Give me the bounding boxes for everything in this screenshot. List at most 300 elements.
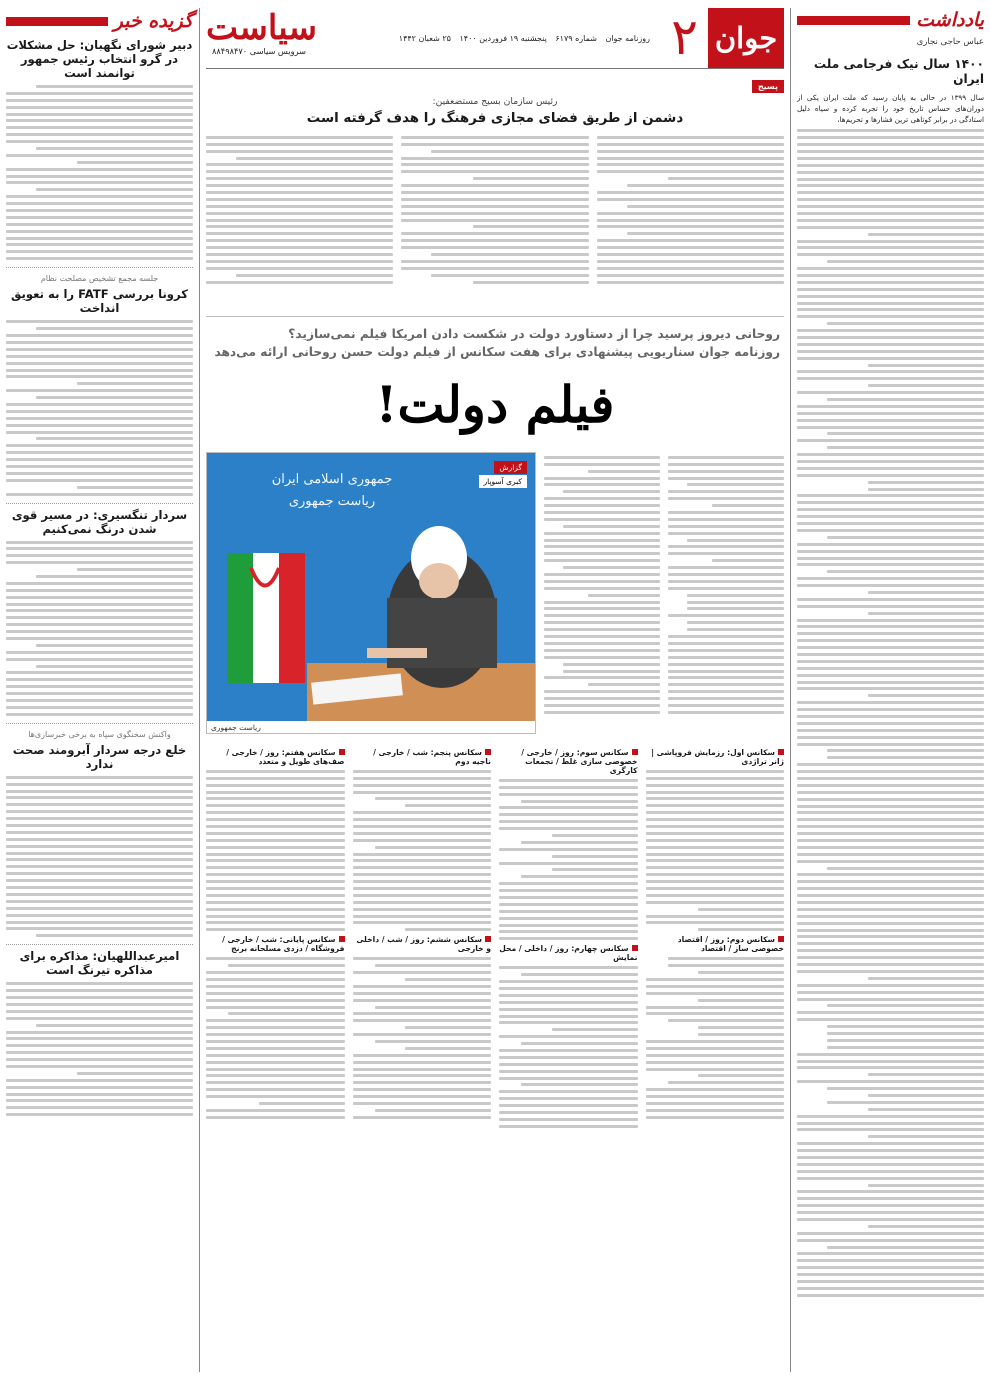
text-line <box>797 880 984 883</box>
text-line <box>375 797 491 800</box>
text-line <box>353 957 492 960</box>
text-line <box>544 676 660 679</box>
text-line <box>521 1083 637 1086</box>
text-line <box>827 1004 984 1007</box>
text-line <box>646 811 785 814</box>
text-line <box>868 1184 984 1187</box>
news-brief-title[interactable]: سردار تنگسیری: در مسیر قوی شدن درنگ نمی‌کنیم <box>11 507 188 536</box>
text-line <box>206 887 345 890</box>
text-line <box>206 150 393 153</box>
text-line <box>563 490 660 493</box>
text-line <box>6 119 193 122</box>
text-line <box>827 432 984 435</box>
text-line <box>401 205 588 208</box>
text-line <box>473 281 589 284</box>
text-line <box>353 791 492 794</box>
text-line <box>6 175 193 178</box>
text-line <box>797 1170 984 1173</box>
text-line <box>868 1073 984 1076</box>
text-line <box>687 601 784 604</box>
text-line <box>544 539 660 542</box>
news-briefs-title: گزیده خبر <box>113 10 193 32</box>
president-photo <box>207 453 535 721</box>
text-line <box>206 143 393 146</box>
text-line <box>797 632 984 635</box>
text-line <box>6 865 193 868</box>
photo-report-tag: گزارش <box>494 461 527 474</box>
text-line <box>353 1054 492 1057</box>
text-line <box>405 978 491 981</box>
lead-text-column-2 <box>544 452 660 734</box>
text-line <box>797 1011 984 1014</box>
text-line <box>668 497 784 500</box>
text-line <box>552 868 638 871</box>
text-line <box>797 308 984 311</box>
opinion-column <box>790 8 984 1372</box>
text-line <box>6 582 193 585</box>
backdrop-line-2: ریاست جمهوری <box>288 494 376 509</box>
text-line <box>499 889 638 892</box>
text-line <box>797 681 984 684</box>
text-line <box>687 607 784 610</box>
text-line <box>797 198 984 201</box>
text-line <box>353 901 492 904</box>
text-line <box>797 164 984 167</box>
text-line <box>206 791 345 794</box>
newspaper-logo[interactable]: جوان <box>708 8 784 68</box>
text-line <box>868 1135 984 1138</box>
text-line <box>206 908 345 911</box>
text-line <box>668 1019 784 1022</box>
text-line <box>6 609 193 612</box>
text-line <box>797 212 984 215</box>
text-line <box>588 594 660 597</box>
text-line <box>499 987 638 990</box>
text-line <box>797 763 984 766</box>
text-line <box>797 370 984 373</box>
text-line <box>668 490 784 493</box>
text-line <box>797 439 984 442</box>
text-line <box>797 1080 984 1083</box>
text-line <box>206 1040 345 1043</box>
text-line <box>6 341 193 344</box>
text-line <box>6 1037 193 1040</box>
text-line <box>544 635 660 638</box>
text-line <box>646 901 785 904</box>
text-line <box>797 646 984 649</box>
text-line <box>206 1026 345 1029</box>
text-line <box>6 713 193 716</box>
text-line <box>499 779 638 782</box>
masthead <box>206 8 784 68</box>
text-line <box>544 559 660 562</box>
text-line <box>6 257 193 260</box>
text-line <box>646 985 785 988</box>
text-line <box>668 683 784 686</box>
text-line <box>868 1225 984 1228</box>
photo-backdrop-text <box>267 469 397 513</box>
text-line <box>6 493 193 496</box>
text-line <box>499 882 638 885</box>
text-line <box>544 697 660 700</box>
text-line <box>797 219 984 222</box>
lead-subtitle-1: روحانی دیروز پرسید چرا از دستاورد دولت در شکست دادن امریکا فیلم نمی‌سازید؟ <box>288 327 780 341</box>
text-line <box>6 658 193 661</box>
news-brief-title[interactable]: امیرعبداللهیان: مذاکره برای مذاکره تیرنگ است <box>19 949 180 978</box>
text-line <box>668 676 784 679</box>
text-line <box>597 136 784 139</box>
news-brief-divider <box>6 503 193 504</box>
text-line <box>668 964 784 967</box>
masthead-divider <box>206 68 784 69</box>
text-line <box>206 177 393 180</box>
text-line <box>353 992 492 995</box>
text-line <box>544 711 660 714</box>
text-line <box>588 683 660 686</box>
text-line <box>206 1081 345 1084</box>
text-line <box>353 915 492 918</box>
text-line <box>797 1273 984 1276</box>
news-brief-divider <box>6 944 193 945</box>
text-line <box>206 191 393 194</box>
text-line <box>521 973 637 976</box>
text-line <box>353 1068 492 1071</box>
text-line <box>797 963 984 966</box>
text-line <box>405 1026 491 1029</box>
text-line <box>797 412 984 415</box>
text-line <box>206 770 345 773</box>
text-line <box>499 1035 638 1038</box>
text-line <box>797 935 984 938</box>
text-line <box>401 246 588 249</box>
text-line <box>499 1056 638 1059</box>
text-line <box>6 838 193 841</box>
text-line <box>6 982 193 985</box>
text-line <box>544 614 660 617</box>
text-line <box>206 170 393 173</box>
text-line <box>868 488 984 491</box>
text-line <box>6 451 193 454</box>
text-line <box>206 239 393 242</box>
issue-date: پنجشنبه ۱۹ فروردین ۱۴۰۰ <box>459 34 547 43</box>
text-line <box>353 1081 492 1084</box>
text-line <box>206 219 393 222</box>
text-line <box>6 424 193 427</box>
text-line <box>646 1054 785 1057</box>
text-line <box>6 465 193 468</box>
text-line <box>646 915 785 918</box>
text-line <box>797 281 984 284</box>
text-line <box>827 1032 984 1035</box>
text-line <box>597 281 784 284</box>
page-number: ۲ <box>671 8 698 66</box>
text-line <box>206 260 393 263</box>
text-line <box>353 832 492 835</box>
text-line <box>6 914 193 917</box>
text-line <box>6 362 193 365</box>
text-line <box>6 893 193 896</box>
news-brief-title[interactable]: دبیر شورای نگهبان: حل مشکلات در گرو انتخاب رئیس جمهور توانمند است <box>6 38 193 80</box>
news-briefs-column <box>6 8 200 1372</box>
text-line <box>597 143 784 146</box>
text-line <box>646 1040 785 1043</box>
text-line <box>797 743 984 746</box>
text-line <box>797 798 984 801</box>
text-line <box>77 382 193 385</box>
text-line <box>797 1018 984 1021</box>
lead-body-column-1 <box>646 744 785 1214</box>
text-line <box>499 1049 638 1052</box>
text-line <box>499 827 638 830</box>
news-brief-body <box>6 85 193 260</box>
text-line <box>36 85 193 88</box>
text-line <box>797 171 984 174</box>
text-line <box>797 598 984 601</box>
lead-body <box>206 744 784 1214</box>
text-line <box>687 483 784 486</box>
text-line <box>544 601 660 604</box>
text-line <box>6 126 193 129</box>
text-line <box>827 1246 984 1249</box>
text-line <box>36 934 193 937</box>
text-line <box>206 198 393 201</box>
text-line <box>499 917 638 920</box>
lead-story <box>206 316 784 1214</box>
text-line <box>499 806 638 809</box>
text-line <box>6 886 193 889</box>
text-line <box>6 845 193 848</box>
text-line <box>499 1015 638 1018</box>
text-line <box>6 250 193 253</box>
text-line <box>353 985 492 988</box>
text-line <box>6 623 193 626</box>
text-line <box>206 957 345 960</box>
text-line <box>797 998 984 1001</box>
text-line <box>827 398 984 401</box>
text-line <box>499 1090 638 1093</box>
text-line <box>797 901 984 904</box>
text-line <box>563 566 660 569</box>
text-line <box>206 811 345 814</box>
text-line <box>552 834 638 837</box>
text-line <box>646 859 785 862</box>
lead-headline[interactable]: فیلم دولت! <box>375 375 615 434</box>
text-line <box>6 1017 193 1020</box>
text-line <box>797 625 984 628</box>
text-line <box>6 417 193 420</box>
text-line <box>6 879 193 882</box>
flag-red-stripe <box>279 553 305 683</box>
text-line <box>6 706 193 709</box>
text-line <box>353 999 492 1002</box>
text-line <box>797 667 984 670</box>
text-line <box>6 858 193 861</box>
text-line <box>6 796 193 799</box>
text-line <box>353 784 492 787</box>
text-line <box>6 824 193 827</box>
text-line <box>698 1074 784 1077</box>
text-line <box>499 1104 638 1107</box>
text-line <box>827 446 984 449</box>
text-line <box>668 177 784 180</box>
text-line <box>646 797 785 800</box>
text-line <box>797 1156 984 1159</box>
text-line <box>6 389 193 392</box>
text-line <box>6 996 193 999</box>
opinion-title[interactable]: ۱۴۰۰ سال نیک فرجامی ملت ایران <box>813 57 984 86</box>
text-line <box>698 999 784 1002</box>
text-line <box>563 663 660 666</box>
text-line <box>401 170 588 173</box>
text-line <box>353 1061 492 1064</box>
text-line <box>6 630 193 633</box>
text-line <box>646 880 785 883</box>
text-line <box>206 928 345 931</box>
text-line <box>6 685 193 688</box>
text-line <box>797 577 984 580</box>
text-line <box>712 559 784 562</box>
text-line <box>206 971 345 974</box>
text-line <box>668 711 784 714</box>
text-line <box>597 157 784 160</box>
text-line <box>797 1294 984 1297</box>
text-line <box>431 274 588 277</box>
text-line <box>499 937 638 940</box>
top-story-title[interactable]: دشمن از طریق فضای مجازی فرهنگ را هدف گرفته است <box>306 111 684 126</box>
text-line <box>499 813 638 816</box>
text-line <box>797 150 984 153</box>
text-line <box>797 1163 984 1166</box>
text-line <box>6 133 193 136</box>
text-line <box>77 161 193 164</box>
text-line <box>668 690 784 693</box>
text-line <box>797 674 984 677</box>
text-line <box>597 219 784 222</box>
text-line <box>797 942 984 945</box>
text-line <box>797 501 984 504</box>
top-story-column-2 <box>401 132 588 308</box>
text-line <box>797 811 984 814</box>
text-line <box>698 1033 784 1036</box>
text-line <box>206 136 393 139</box>
text-line <box>797 460 984 463</box>
text-line <box>646 1095 785 1098</box>
text-line <box>797 805 984 808</box>
text-line <box>6 817 193 820</box>
text-line <box>687 621 784 624</box>
text-line <box>646 978 785 981</box>
top-story-tag[interactable]: پسیج <box>752 80 784 93</box>
text-line <box>797 605 984 608</box>
text-line <box>797 1053 984 1056</box>
text-line <box>6 1099 193 1102</box>
text-line <box>797 474 984 477</box>
text-line <box>868 1094 984 1097</box>
text-line <box>797 226 984 229</box>
text-line <box>797 1060 984 1063</box>
text-line <box>206 797 345 800</box>
text-line <box>405 928 491 931</box>
text-line <box>797 970 984 973</box>
text-line <box>206 804 345 807</box>
text-line <box>206 915 345 918</box>
text-line <box>827 1087 984 1090</box>
text-line <box>206 212 393 215</box>
news-brief-title[interactable]: کرونا بررسی FATF را به تعویق انداخت <box>11 287 188 316</box>
text-line <box>544 587 660 590</box>
text-line <box>797 467 984 470</box>
text-line <box>668 670 784 673</box>
text-line <box>827 749 984 752</box>
lead-subtitle-2: روزنامه جوان سناریویی پیشنهادی برای هفت سکانس از فیلم دولت حسن روحانی ارائه می‌دهد <box>214 345 780 359</box>
text-line <box>797 302 984 305</box>
text-line <box>797 295 984 298</box>
text-line <box>797 522 984 525</box>
text-line <box>646 784 785 787</box>
text-line <box>868 1108 984 1111</box>
text-line <box>6 651 193 654</box>
text-line <box>797 1232 984 1235</box>
text-line <box>206 1068 345 1071</box>
text-line <box>552 855 638 858</box>
text-line <box>797 1266 984 1269</box>
text-line <box>797 267 984 270</box>
text-line <box>6 921 193 924</box>
text-line <box>797 205 984 208</box>
text-line <box>521 841 637 844</box>
text-line <box>646 1088 785 1091</box>
text-line <box>499 980 638 983</box>
text-line <box>698 928 784 931</box>
text-line <box>646 832 785 835</box>
lead-photo[interactable] <box>206 452 536 734</box>
text-line <box>797 887 984 890</box>
top-story-column-1 <box>597 132 784 308</box>
text-line <box>797 336 984 339</box>
text-line <box>597 267 784 270</box>
text-line <box>499 910 638 913</box>
lead-photo-row <box>206 452 784 734</box>
news-brief-title[interactable]: خلع درجه سردار آبرومند صحت ندارد <box>12 742 187 771</box>
text-line <box>544 497 660 500</box>
text-line <box>668 642 784 645</box>
text-line <box>206 784 345 787</box>
text-line <box>36 575 193 578</box>
text-line <box>797 143 984 146</box>
text-line <box>797 915 984 918</box>
text-line <box>668 697 784 700</box>
text-line <box>668 545 784 548</box>
text-line <box>646 887 785 890</box>
text-line <box>698 1026 784 1029</box>
text-line <box>827 322 984 325</box>
text-line <box>259 1102 345 1105</box>
text-line <box>797 1287 984 1290</box>
text-line <box>868 612 984 615</box>
text-line <box>405 1047 491 1050</box>
text-line <box>646 825 785 828</box>
issue-info <box>393 34 650 43</box>
photo-credit: ریاست جمهوری <box>211 723 261 732</box>
text-line <box>6 776 193 779</box>
text-line <box>206 818 345 821</box>
text-line <box>797 253 984 256</box>
opinion-tag <box>797 8 984 32</box>
text-line <box>646 1006 785 1009</box>
news-brief-divider <box>6 267 193 268</box>
text-line <box>353 880 492 883</box>
text-line <box>36 396 193 399</box>
